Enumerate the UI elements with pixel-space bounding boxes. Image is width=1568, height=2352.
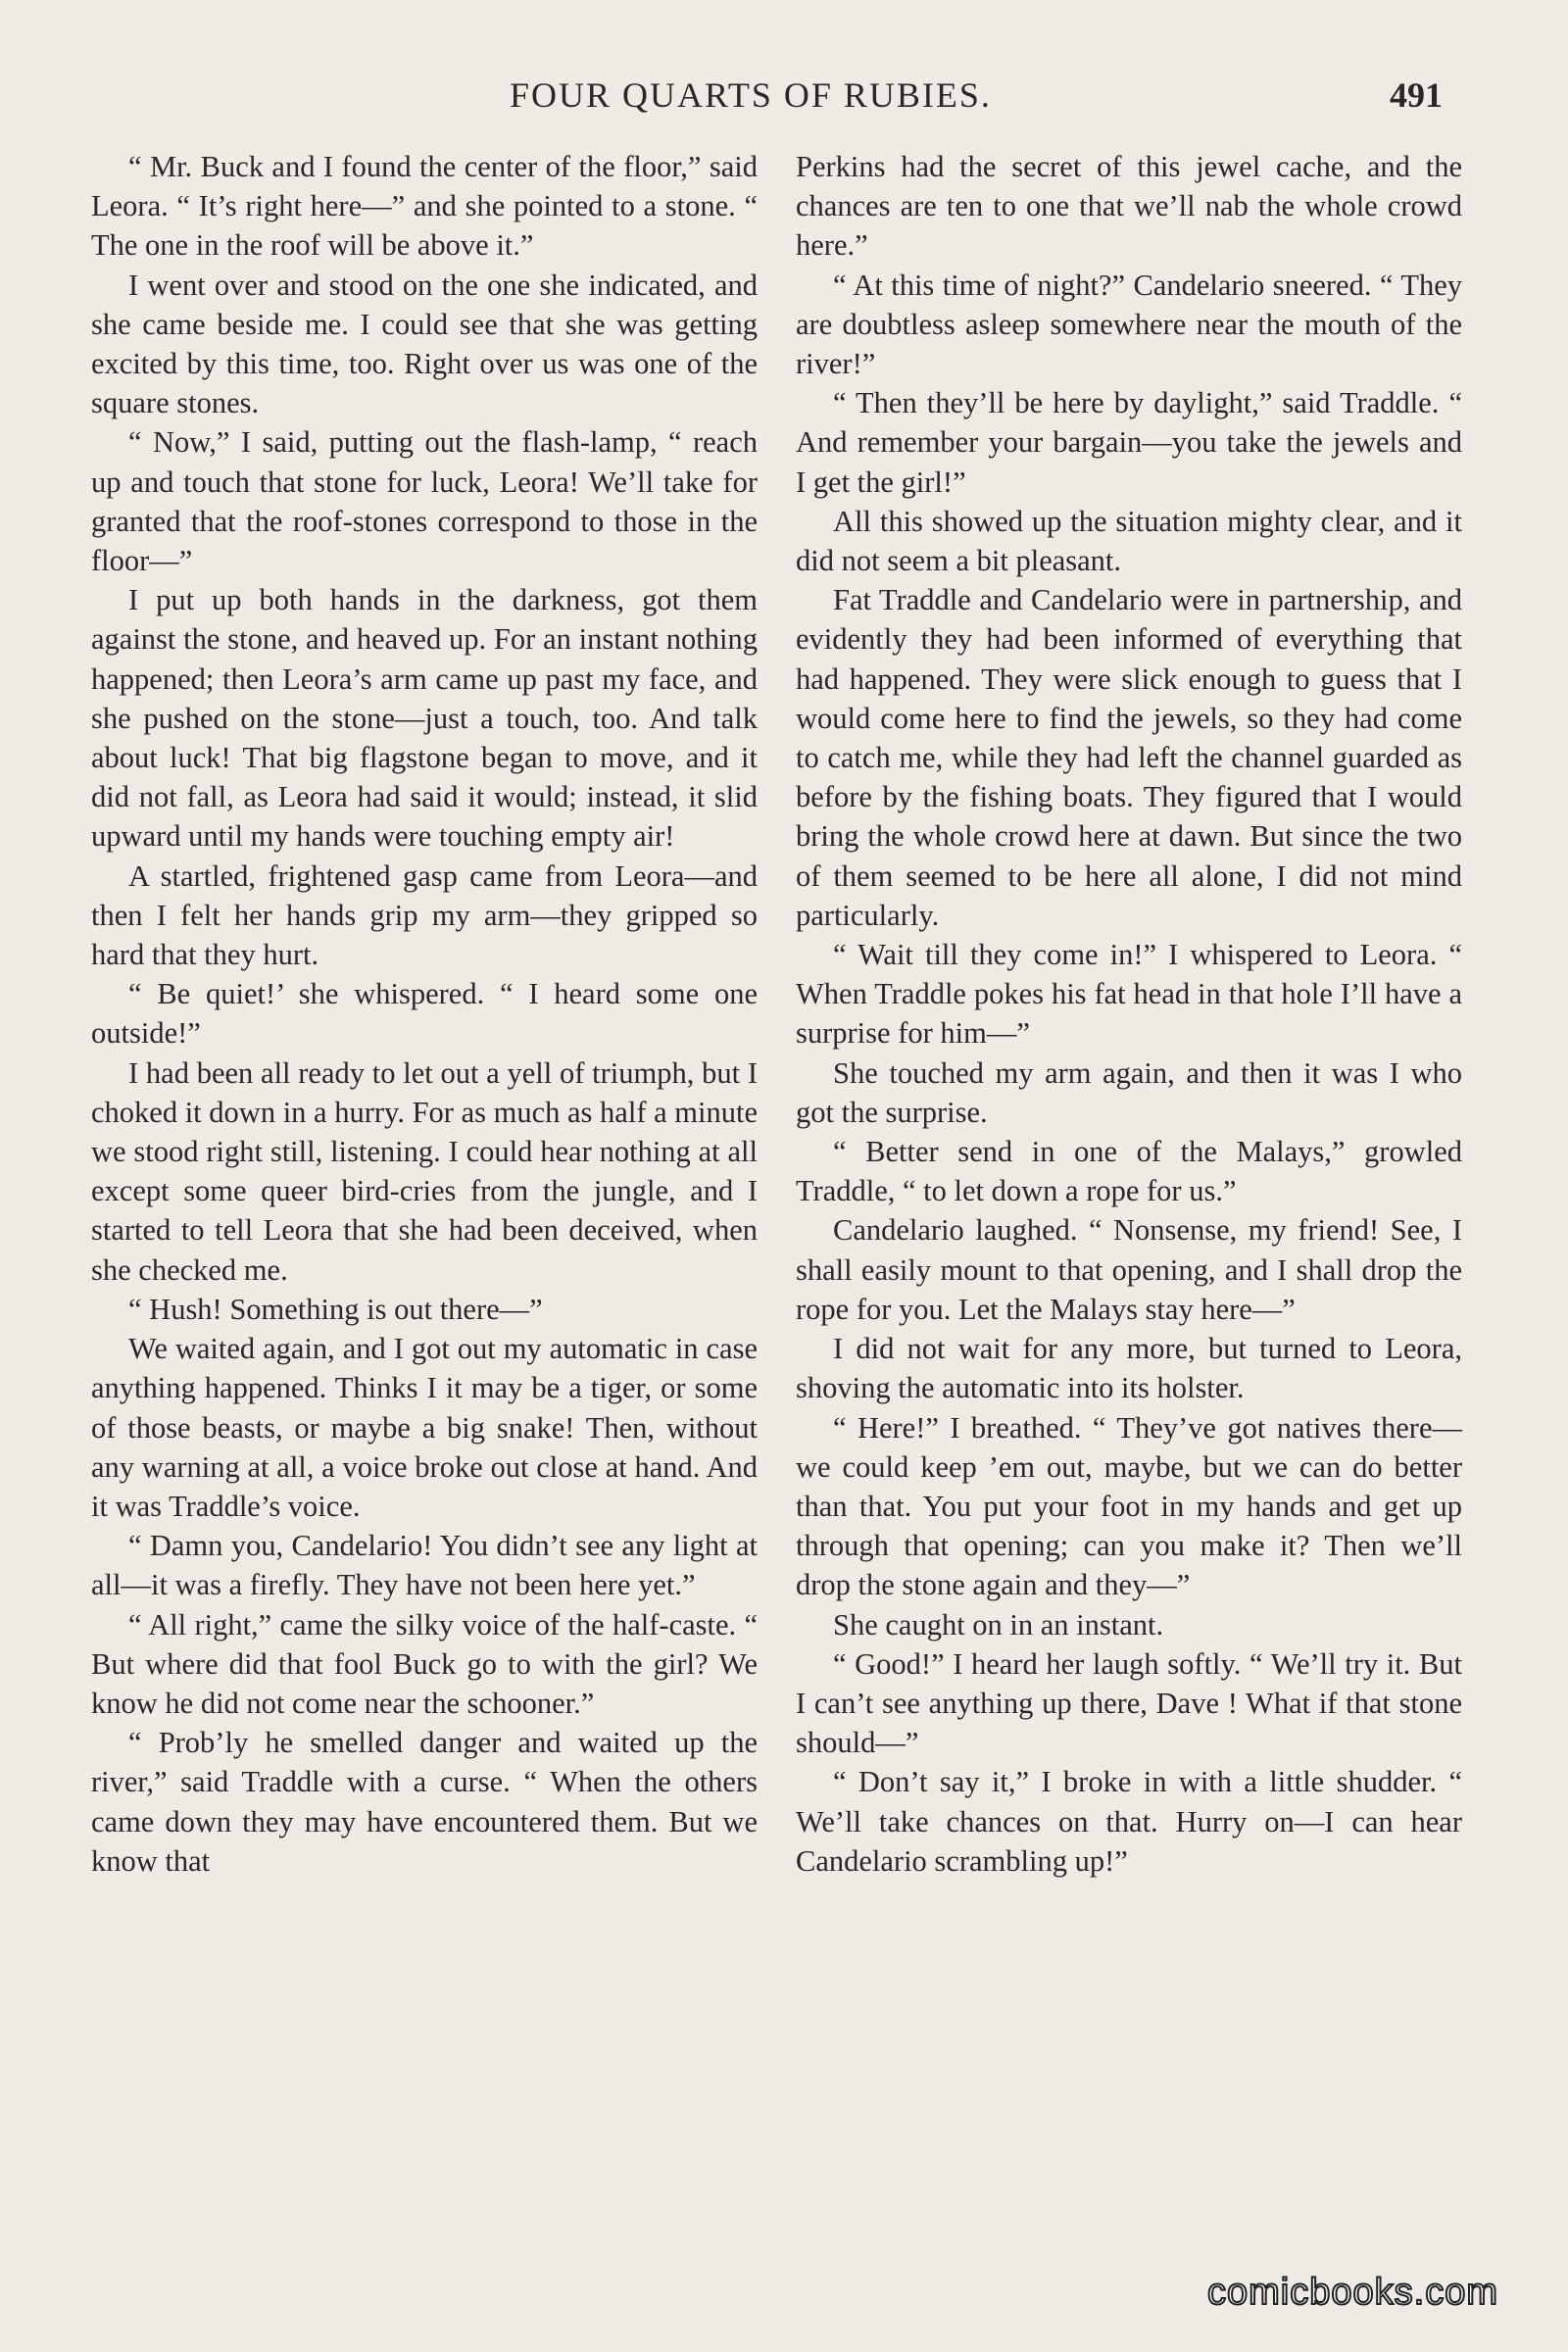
paragraph: “ Don’t say it,” I broke in with a little shudder. “ We’ll take chances on that. Hurry on—I can hear Candelario scrambling up!” bbox=[796, 1765, 1462, 1878]
paragraph: “ All right,” came the silky voice of the half-caste. “ But where did that fool Buck go to with the girl? We know he did not come near the schooner.” bbox=[91, 1607, 758, 1720]
paragraph: “ Here!” I breathed. “ They’ve got natives there—we could keep ’em out, maybe, but we can do better than that. You put your foot in my hands and get up through that opening; can you make it? Then we’ll drop the stone again and they—” bbox=[796, 1410, 1462, 1602]
paragraph: “ Prob’ly he smelled danger and waited up the river,” said Traddle with a curse. “ When the others came down they may have encountered them. But we know that bbox=[91, 1726, 758, 1878]
story-title: FOUR QUARTS OF RUBIES. bbox=[510, 75, 992, 115]
paragraph: “ Better send in one of the Malays,” growled Traddle, “ to let down a rope for us.” bbox=[796, 1135, 1462, 1208]
paragraph: We waited again, and I got out my automatic in case anything happened. Thinks I it may be a tiger, or some of those beasts, or maybe a big snake! Then, without any warning at all, a voice broke out close at hand. And it was Traddle’s voice. bbox=[91, 1332, 758, 1523]
paragraph: “ Mr. Buck and I found the center of the floor,” said Leora. “ It’s right here—” and she pointed to a stone. “ The one in the roof will be above it.” bbox=[91, 150, 758, 263]
paragraph: Fat Traddle and Candelario were in partnership, and evidently they had been informed of everything that had happened. They were slick enough to guess that I would come here to find the jewels, so they had come to catch me, while they had left the channel guarded as before by the fishing boats. They figured that I would bring the whole crowd here at dawn. But since the two of them seemed to be here all alone, I did not mind particularly. bbox=[796, 583, 1462, 932]
site-watermark: comicbooks.com bbox=[1207, 2272, 1498, 2313]
paragraph: “ Wait till they come in!” I whispered to Leora. “ When Traddle pokes his fat head in that hole I’ll have a surprise for him—” bbox=[796, 938, 1462, 1051]
paragraph: “ Good!” I heard her laugh softly. “ We’ll try it. But I can’t see anything up there, Dave ! What if that stone should—” bbox=[796, 1646, 1462, 1760]
paragraph: I put up both hands in the darkness, got them against the stone, and heaved up. For an instant nothing happened; then Leora’s arm came up past my face, and she pushed on the stone—just a touch, too. And talk about luck! That big flagstone began to move, and it did not fall, as Leora had said it would; instead, it slid upward until my hands were touching empty air! bbox=[91, 583, 758, 854]
paragraph: She touched my arm again, and then it was I who got the surprise. bbox=[796, 1055, 1462, 1129]
paragraph: I went over and stood on the one she indicated, and she came beside me. I could see that she was getting excited by this time, too. Right over us was one of the square stones. bbox=[91, 268, 758, 420]
paragraph: “ Hush! Something is out there—” bbox=[128, 1292, 543, 1326]
paragraph: “ Damn you, Candelario! You didn’t see any light at all—it was a firefly. They have not been here yet.” bbox=[91, 1529, 758, 1602]
paragraph: “ At this time of night?” Candelario sneered. “ They are doubtless asleep somewhere near the mouth of the river!” bbox=[796, 268, 1462, 381]
paragraph: All this showed up the situation mighty clear, and it did not seem a bit pleasant. bbox=[796, 504, 1462, 578]
right-column bbox=[796, 147, 1462, 1881]
paragraph: “ Be quiet!’ she whispered. “ I heard some one outside!” bbox=[91, 977, 758, 1051]
paragraph: I did not wait for any more, but turned to Leora, shoving the automatic into its holster. bbox=[796, 1332, 1462, 1405]
paragraph: Candelario laughed. “ Nonsense, my friend! See, I shall easily mount to that opening, and I shall drop the rope for you. Let the Malays stay here—” bbox=[796, 1213, 1462, 1326]
paragraph: I had been all ready to let out a yell of triumph, but I choked it down in a hurry. For as much as half a minute we stood right still, listening. I could hear nothing at all except some queer bird-cries from the jungle, and I started to tell Leora that she had been deceived, when she checked me. bbox=[91, 1055, 758, 1287]
paragraph: “ Now,” I said, putting out the flash-lamp, “ reach up and touch that stone for luck, Leora! We’ll take for granted that the roof-stones correspond to those in the floor—” bbox=[91, 425, 758, 578]
running-header bbox=[0, 74, 1568, 123]
paragraph: Perkins had the secret of this jewel cache, and the chances are ten to one that we’ll nab the whole crowd here.” bbox=[796, 150, 1462, 263]
left-column bbox=[91, 147, 758, 1881]
page-number: 491 bbox=[1390, 75, 1443, 115]
paragraph: A startled, frightened gasp came from Leora—and then I felt her hands grip my arm—they gripped so hard that they hurt. bbox=[91, 858, 758, 972]
paragraph: “ Then they’ll be here by daylight,” said Traddle. “ And remember your bargain—you take the jewels and I get the girl!” bbox=[796, 386, 1462, 499]
paragraph: She caught on in an instant. bbox=[833, 1607, 1164, 1642]
